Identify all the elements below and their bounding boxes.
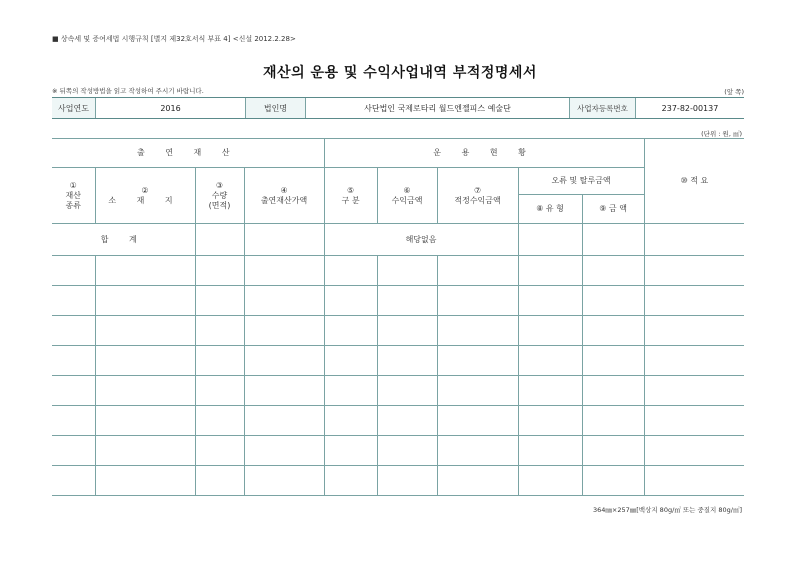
table-row	[52, 316, 744, 346]
table-cell	[644, 224, 744, 256]
header-error-omission: 오류 및 탈루금액	[518, 168, 644, 195]
corp-value: 사단법인 국제로타리 월드엔젤피스 예술단	[306, 98, 570, 118]
unit-label: (단위 : 원, ㎡)	[701, 130, 742, 138]
detail-table	[52, 138, 744, 496]
regno-label: 사업자등록번호	[570, 98, 636, 118]
header-revenue: ⑥ 수익금액	[377, 168, 437, 224]
info-bar	[52, 97, 744, 119]
header-contribution-value: ④ 출연재산가액	[244, 168, 324, 224]
total-label: 합 계	[52, 224, 195, 256]
regno-value: 237-82-00137	[661, 103, 719, 113]
table-cell	[244, 224, 324, 256]
form-title: 재산의 운용 및 수익사업내역 부적정명세서	[263, 65, 537, 81]
paper-spec: 364㎜×257㎜[백상지 80g/㎡ 또는 중질지 80g/㎡]	[592, 506, 742, 514]
table-row	[52, 286, 744, 316]
year-label: 사업연도	[52, 98, 96, 118]
total-note: 해당없음	[324, 224, 518, 256]
corp-label: 법인명	[246, 98, 306, 118]
table-cell	[518, 224, 582, 256]
header-asset-type: ① 재산 종류	[52, 168, 95, 224]
year-value: 2016	[96, 98, 246, 118]
table-row	[52, 406, 744, 436]
table-row	[52, 466, 744, 496]
table-row	[52, 346, 744, 376]
header-error-type: ⑧ 유 형	[518, 195, 582, 224]
header-quantity: ③ 수량 (면적)	[195, 168, 244, 224]
header-category: ⑤ 구 분	[324, 168, 377, 224]
table-row	[52, 436, 744, 466]
table-cell	[582, 224, 644, 256]
form-notice: ※ 뒤쪽의 작성방법을 읽고 작성하여 주시기 바랍니다.	[52, 87, 204, 95]
header-operation-status: 운 용 현 황	[324, 139, 644, 168]
header-proper-revenue: ⑦ 적정수익금액	[437, 168, 518, 224]
header-location: ② 소 재 지	[95, 168, 195, 224]
table-cell	[195, 224, 244, 256]
header-contributed-assets: 출 연 재 산	[52, 139, 324, 168]
header-error-amount: ⑨ 금 액	[582, 195, 644, 224]
page-side-label: (앞 쪽)	[724, 88, 744, 96]
table-row	[52, 376, 744, 406]
header-remarks: ⑩ 적 요	[644, 139, 744, 224]
form-reference: ■ 상속세 및 증여세법 시행규칙 [별지 제32호서식 부표 4] <신설 2012.2.28>	[52, 35, 296, 43]
table-row	[52, 256, 744, 286]
